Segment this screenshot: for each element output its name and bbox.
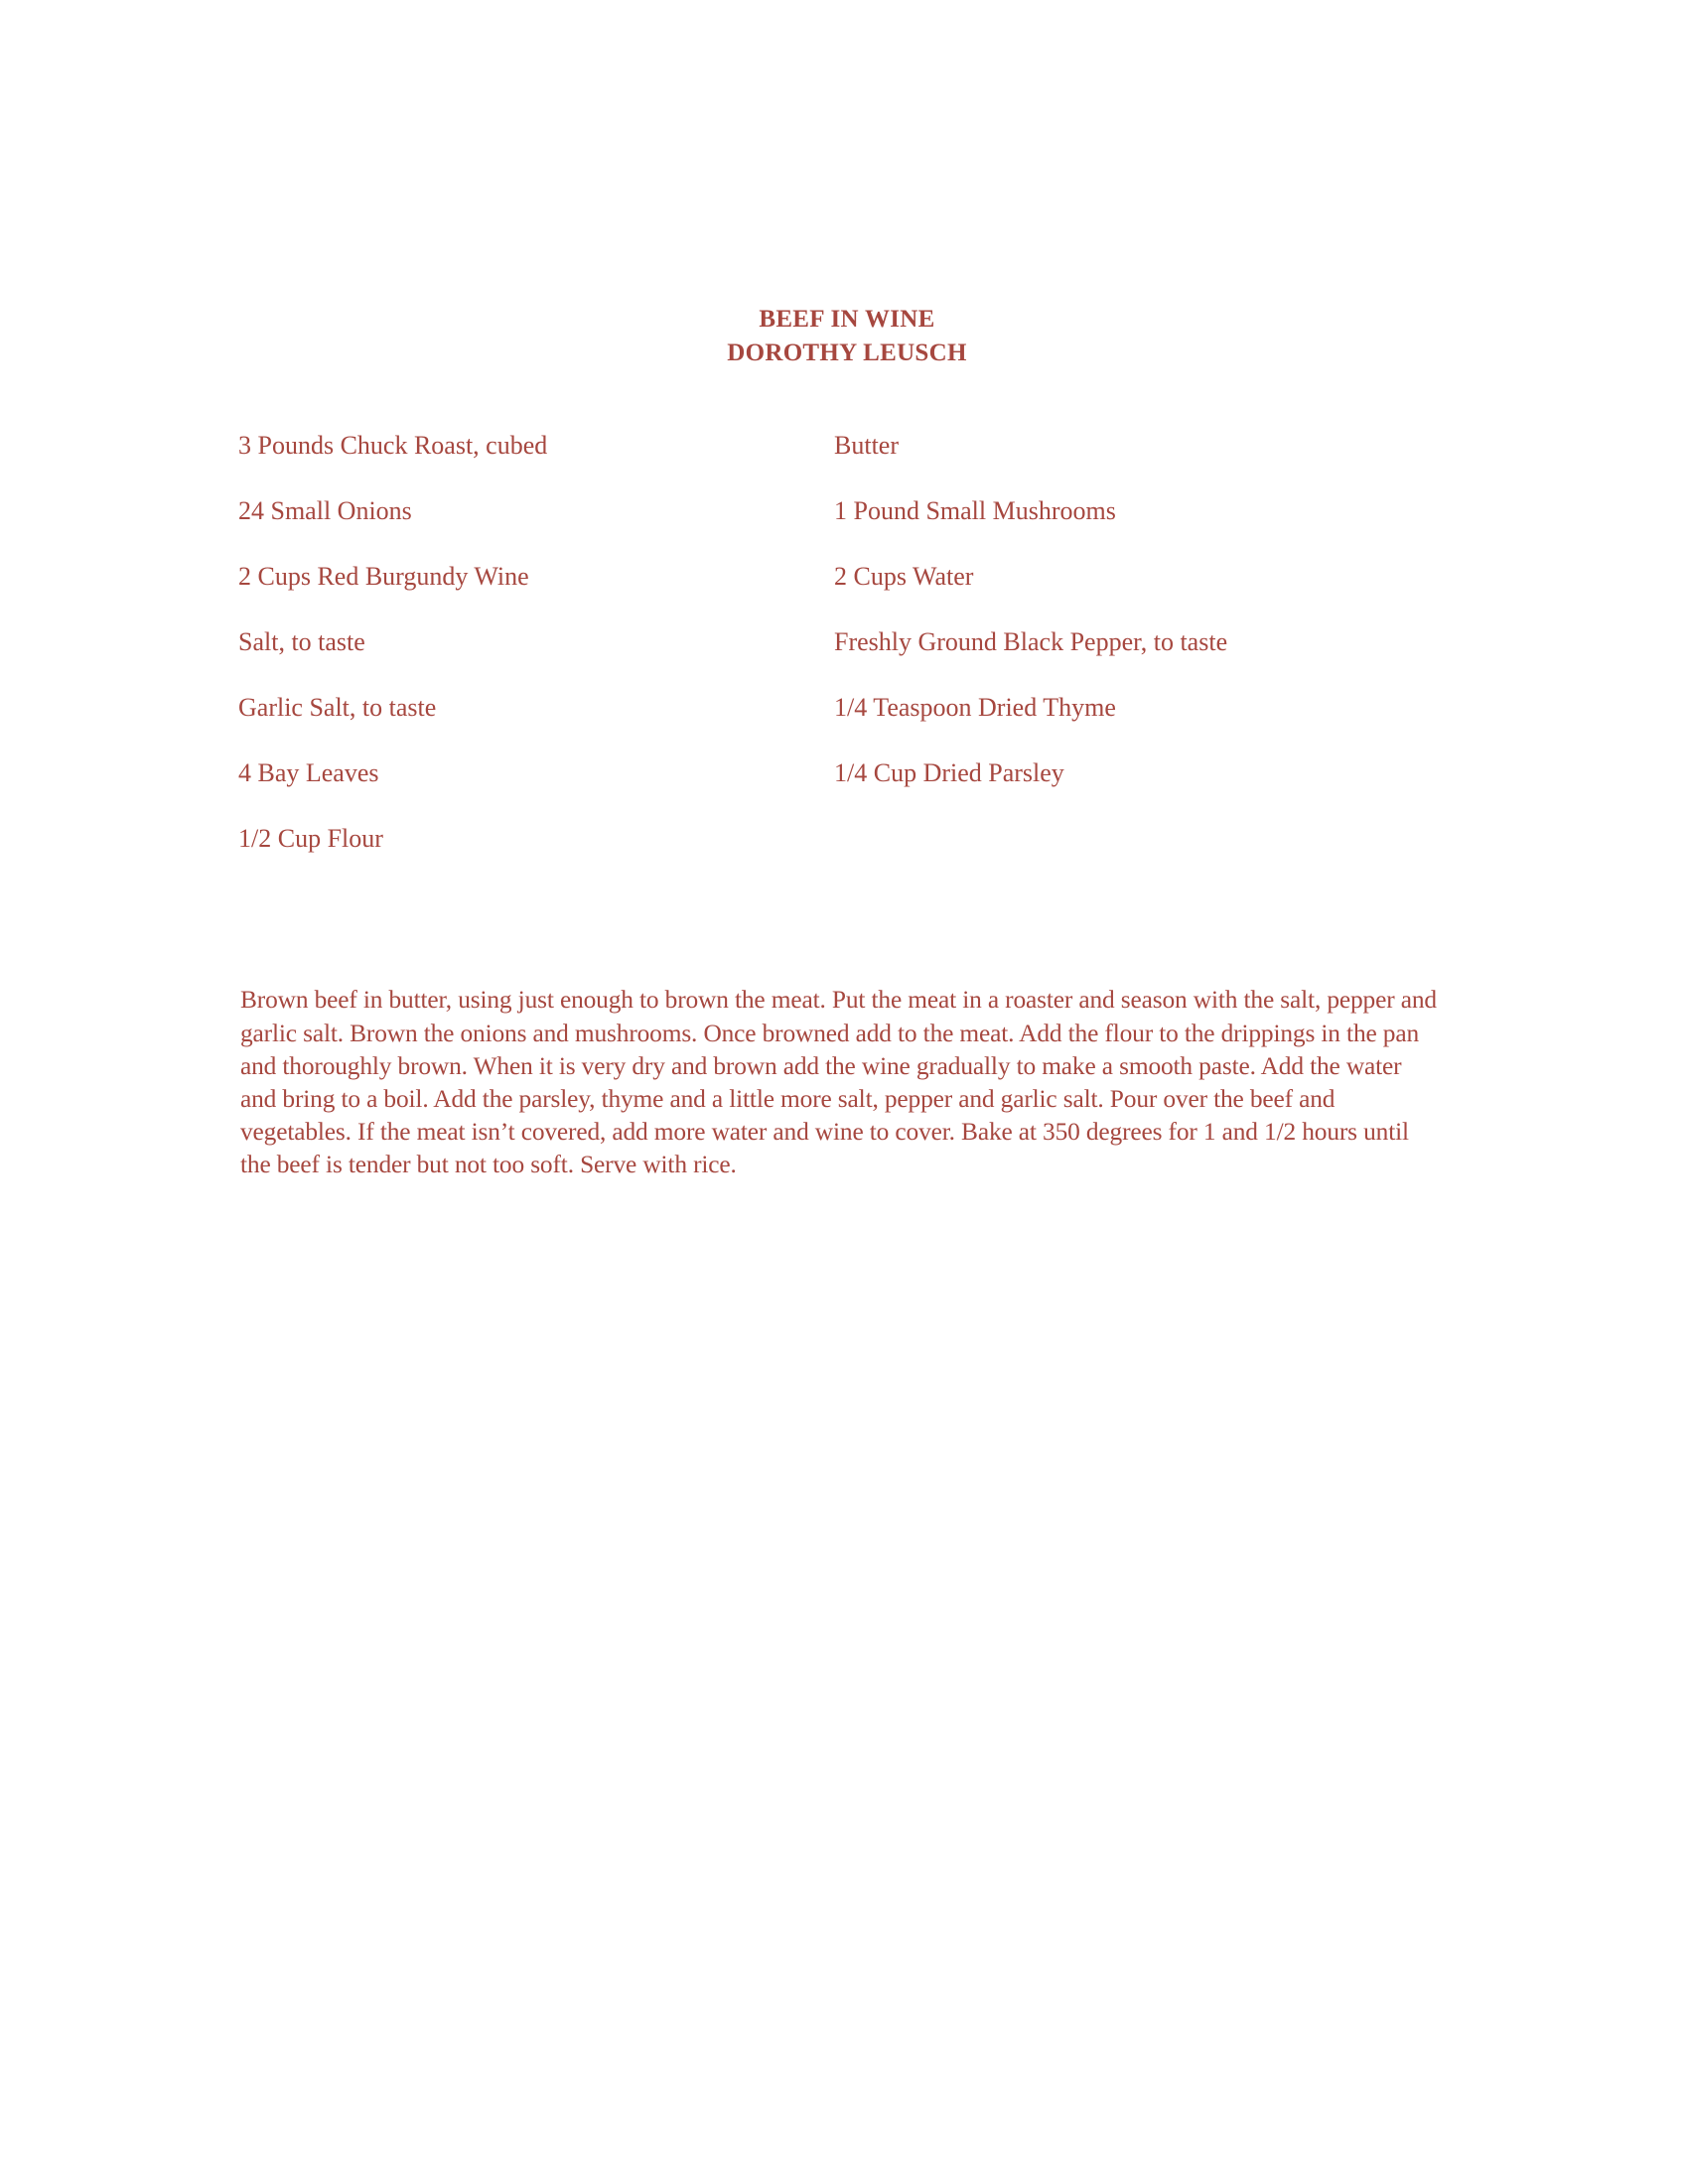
ingredient-item: Butter (834, 431, 899, 460)
recipe-header (0, 303, 1688, 370)
ingredient-item: Freshly Ground Black Pepper, to taste (834, 627, 1228, 656)
recipe-directions: Brown beef in butter, using just enough to brown the meat. Put the meat in a roaster and season with the salt, pepper and garlic salt. Brown the onions and mushrooms. Once browned add to the meat. Add the flour to the drippings in the pan and thoroughly brown. When it is very dry and brown add the wine gradually to make a smooth paste. Add the water and bring to a boil. Add the parsley, thyme and a little more salt, pepper and garlic salt. Pour over the beef and vegetables. If the meat isn’t covered, add more water and wine to cover. Bake at 350 degrees for 1 and 1/2 hours until the beef is tender but not too soft. Serve with rice. (240, 986, 1437, 1179)
ingredient-item: 4 Bay Leaves (238, 758, 379, 787)
ingredient-item: Salt, to taste (238, 627, 365, 656)
ingredient-item: 1/4 Teaspoon Dried Thyme (834, 693, 1116, 722)
ingredient-item: 1/4 Cup Dried Parsley (834, 758, 1064, 787)
ingredient-item: Garlic Salt, to taste (238, 693, 437, 722)
ingredients-right-column (834, 429, 1470, 822)
ingredient-item: 24 Small Onions (238, 496, 412, 525)
ingredient-item: 2 Cups Red Burgundy Wine (238, 562, 529, 591)
ingredient-item: 1/2 Cup Flour (238, 824, 383, 853)
ingredient-item: 2 Cups Water (834, 562, 974, 591)
recipe-author: DOROTHY LEUSCH (727, 340, 967, 366)
ingredient-item: 3 Pounds Chuck Roast, cubed (238, 431, 548, 460)
ingredient-item: 1 Pound Small Mushrooms (834, 496, 1116, 525)
ingredients-left-column (238, 429, 794, 887)
recipe-title: BEEF IN WINE (759, 306, 935, 333)
